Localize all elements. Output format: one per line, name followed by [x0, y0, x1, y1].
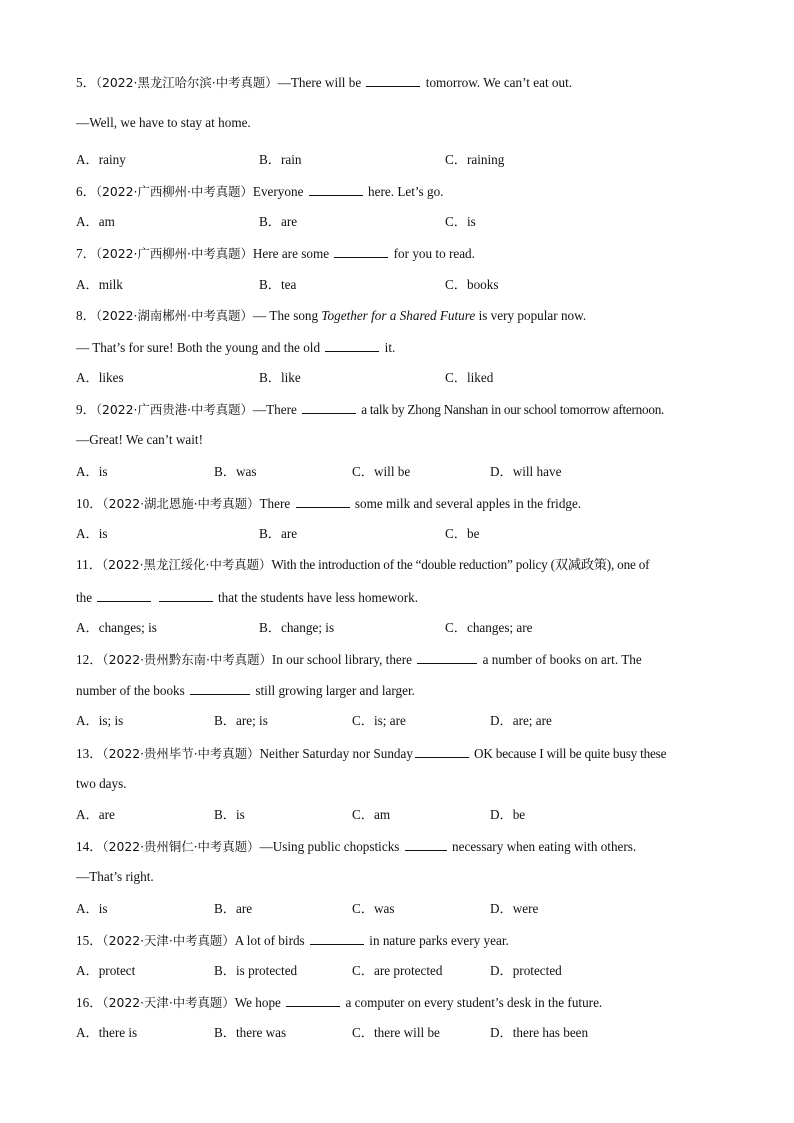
option-a[interactable]: A．is — [76, 901, 108, 916]
question-number: 12． — [76, 652, 103, 667]
option-c[interactable]: C．will be — [352, 464, 411, 479]
question-5-stem: 5．（2022·黑龙江哈尔滨·中考真题）—There will be tomorrow. We can’t eat out. — [76, 75, 573, 90]
option-a[interactable]: A．changes; is — [76, 620, 157, 635]
question-12-line2: number of the books still growing larger and larger. — [76, 683, 415, 698]
question-9-stem: 9．（2022·广西贵港·中考真题）—There a talk by Zhong Nanshan in our school tomorrow afternoon. — [76, 402, 665, 417]
option-a[interactable]: A．are — [76, 807, 115, 822]
question-11-stem: 11．（2022·黑龙江绥化·中考真题）With the introduction of the “double reduction” policy (双减政策), one of — [76, 557, 650, 572]
answer-blank — [309, 183, 363, 196]
option-c[interactable]: C．be — [445, 526, 480, 541]
question-source: （2022·黑龙江哈尔滨·中考真题） — [95, 75, 278, 90]
question-12-stem: 12．（2022·贵州黔东南·中考真题）In our school library, there a number of books on art. The — [76, 652, 642, 667]
option-b[interactable]: B．are — [259, 214, 298, 229]
question-9-line2: —Great! We can’t wait! — [76, 432, 203, 447]
option-d[interactable]: D．will have — [490, 464, 562, 479]
option-c[interactable]: C．raining — [445, 152, 505, 167]
option-b[interactable]: B．is protected — [214, 963, 298, 978]
option-b[interactable]: B．change; is — [259, 620, 335, 635]
question-number: 11． — [76, 557, 102, 572]
question-number: 14． — [76, 839, 103, 854]
question-12-options — [76, 713, 776, 729]
question-source: （2022·广西柳州·中考真题） — [95, 184, 253, 199]
question-number: 13． — [76, 746, 103, 761]
option-b[interactable]: B．are — [259, 526, 298, 541]
question-source: （2022·湖北恩施·中考真题） — [102, 496, 260, 511]
question-10-options — [76, 526, 776, 542]
question-10-stem: 10．（2022·湖北恩施·中考真题）There some milk and several apples in the fridge. — [76, 496, 582, 511]
option-c[interactable]: C．changes; are — [445, 620, 533, 635]
song-title: Together for a Shared Future — [321, 308, 476, 323]
question-8-options — [76, 370, 776, 386]
option-a[interactable]: A．is; is — [76, 713, 124, 728]
question-11-options — [76, 620, 776, 636]
question-source: （2022·天津·中考真题） — [102, 995, 235, 1010]
question-source: （2022·天津·中考真题） — [102, 933, 235, 948]
question-13-line2: two days. — [76, 776, 127, 791]
option-c[interactable]: C．is — [445, 214, 476, 229]
option-a[interactable]: A．is — [76, 464, 108, 479]
option-b[interactable]: B．like — [259, 370, 301, 385]
answer-blank — [405, 838, 447, 851]
option-d[interactable]: D．are; are — [490, 713, 552, 728]
option-b[interactable]: B．rain — [259, 152, 302, 167]
option-a[interactable]: A．am — [76, 214, 115, 229]
question-5-options — [76, 152, 776, 168]
question-source: （2022·贵州铜仁·中考真题） — [102, 839, 260, 854]
option-d[interactable]: D．were — [490, 901, 539, 916]
answer-blank — [302, 401, 356, 414]
question-13-stem: 13．（2022·贵州毕节·中考真题）Neither Saturday nor Sunday OK because I will be quite busy these — [76, 746, 667, 761]
question-15-options — [76, 963, 776, 979]
option-c[interactable]: C．am — [352, 807, 391, 822]
option-a[interactable]: A．there is — [76, 1025, 138, 1040]
answer-blank — [97, 589, 151, 602]
option-d[interactable]: D．there has been — [490, 1025, 589, 1040]
option-c[interactable]: C．are protected — [352, 963, 443, 978]
question-number: 15． — [76, 933, 103, 948]
option-b[interactable]: B．tea — [259, 277, 297, 292]
option-b[interactable]: B．are; is — [214, 713, 268, 728]
question-7-options — [76, 277, 776, 293]
option-a[interactable]: A．protect — [76, 963, 136, 978]
question-5-line2: —Well, we have to stay at home. — [76, 115, 251, 130]
question-15-stem: 15．（2022·天津·中考真题）A lot of birds in nature parks every year. — [76, 933, 509, 948]
option-b[interactable]: B．there was — [214, 1025, 287, 1040]
option-a[interactable]: A．milk — [76, 277, 123, 292]
answer-blank — [286, 994, 340, 1007]
option-c[interactable]: C．was — [352, 901, 395, 916]
question-8-line2: — That’s for sure! Both the young and the old it. — [76, 340, 396, 355]
question-13-options — [76, 807, 776, 823]
question-number: 10． — [76, 496, 103, 511]
answer-blank — [159, 589, 213, 602]
answer-blank — [366, 74, 420, 87]
question-9-options — [76, 464, 776, 480]
question-16-options — [76, 1025, 776, 1041]
question-14-stem: 14．（2022·贵州铜仁·中考真题）—Using public chopsticks necessary when eating with others. — [76, 839, 637, 854]
question-11-line2: the that the students have less homework. — [76, 590, 418, 605]
answer-blank — [334, 245, 388, 258]
option-a[interactable]: A．rainy — [76, 152, 126, 167]
answer-blank — [310, 932, 364, 945]
question-source: （2022·广西贵港·中考真题） — [95, 402, 253, 417]
option-c[interactable]: C．liked — [445, 370, 494, 385]
question-source: （2022·贵州毕节·中考真题） — [102, 746, 260, 761]
option-b[interactable]: B．is — [214, 807, 245, 822]
option-c[interactable]: C．books — [445, 277, 499, 292]
question-6-options — [76, 214, 776, 230]
option-c[interactable]: C．there will be — [352, 1025, 440, 1040]
answer-blank — [325, 339, 379, 352]
option-b[interactable]: B．are — [214, 901, 253, 916]
question-source: （2022·广西柳州·中考真题） — [95, 246, 253, 261]
question-number: 7． — [76, 246, 96, 261]
option-b[interactable]: B．was — [214, 464, 257, 479]
question-14-options — [76, 901, 776, 917]
option-a[interactable]: A．likes — [76, 370, 124, 385]
question-8-stem: 8．（2022·湖南郴州·中考真题）— The song Together for a Shared Future is very popular now. — [76, 308, 587, 323]
question-number: 9． — [76, 402, 96, 417]
question-14-line2: —That’s right. — [76, 869, 154, 884]
answer-blank — [417, 651, 477, 664]
question-16-stem: 16．（2022·天津·中考真题）We hope a computer on every student’s desk in the future. — [76, 995, 603, 1010]
answer-blank — [190, 682, 250, 695]
question-number: 6． — [76, 184, 96, 199]
answer-blank — [296, 495, 350, 508]
question-number: 16． — [76, 995, 103, 1010]
question-7-stem: 7．（2022·广西柳州·中考真题）Here are some for you to read. — [76, 246, 475, 261]
answer-blank — [415, 745, 469, 758]
option-c[interactable]: C．is; are — [352, 713, 406, 728]
question-number: 5． — [76, 75, 96, 90]
question-source: （2022·湖南郴州·中考真题） — [95, 308, 253, 323]
question-source: （2022·贵州黔东南·中考真题） — [102, 652, 272, 667]
option-d[interactable]: D．be — [490, 807, 526, 822]
option-d[interactable]: D．protected — [490, 963, 562, 978]
question-source: （2022·黑龙江绥化·中考真题） — [101, 557, 272, 572]
option-a[interactable]: A．is — [76, 526, 108, 541]
question-6-stem: 6．（2022·广西柳州·中考真题）Everyone here. Let’s go. — [76, 184, 444, 199]
question-number: 8． — [76, 308, 96, 323]
